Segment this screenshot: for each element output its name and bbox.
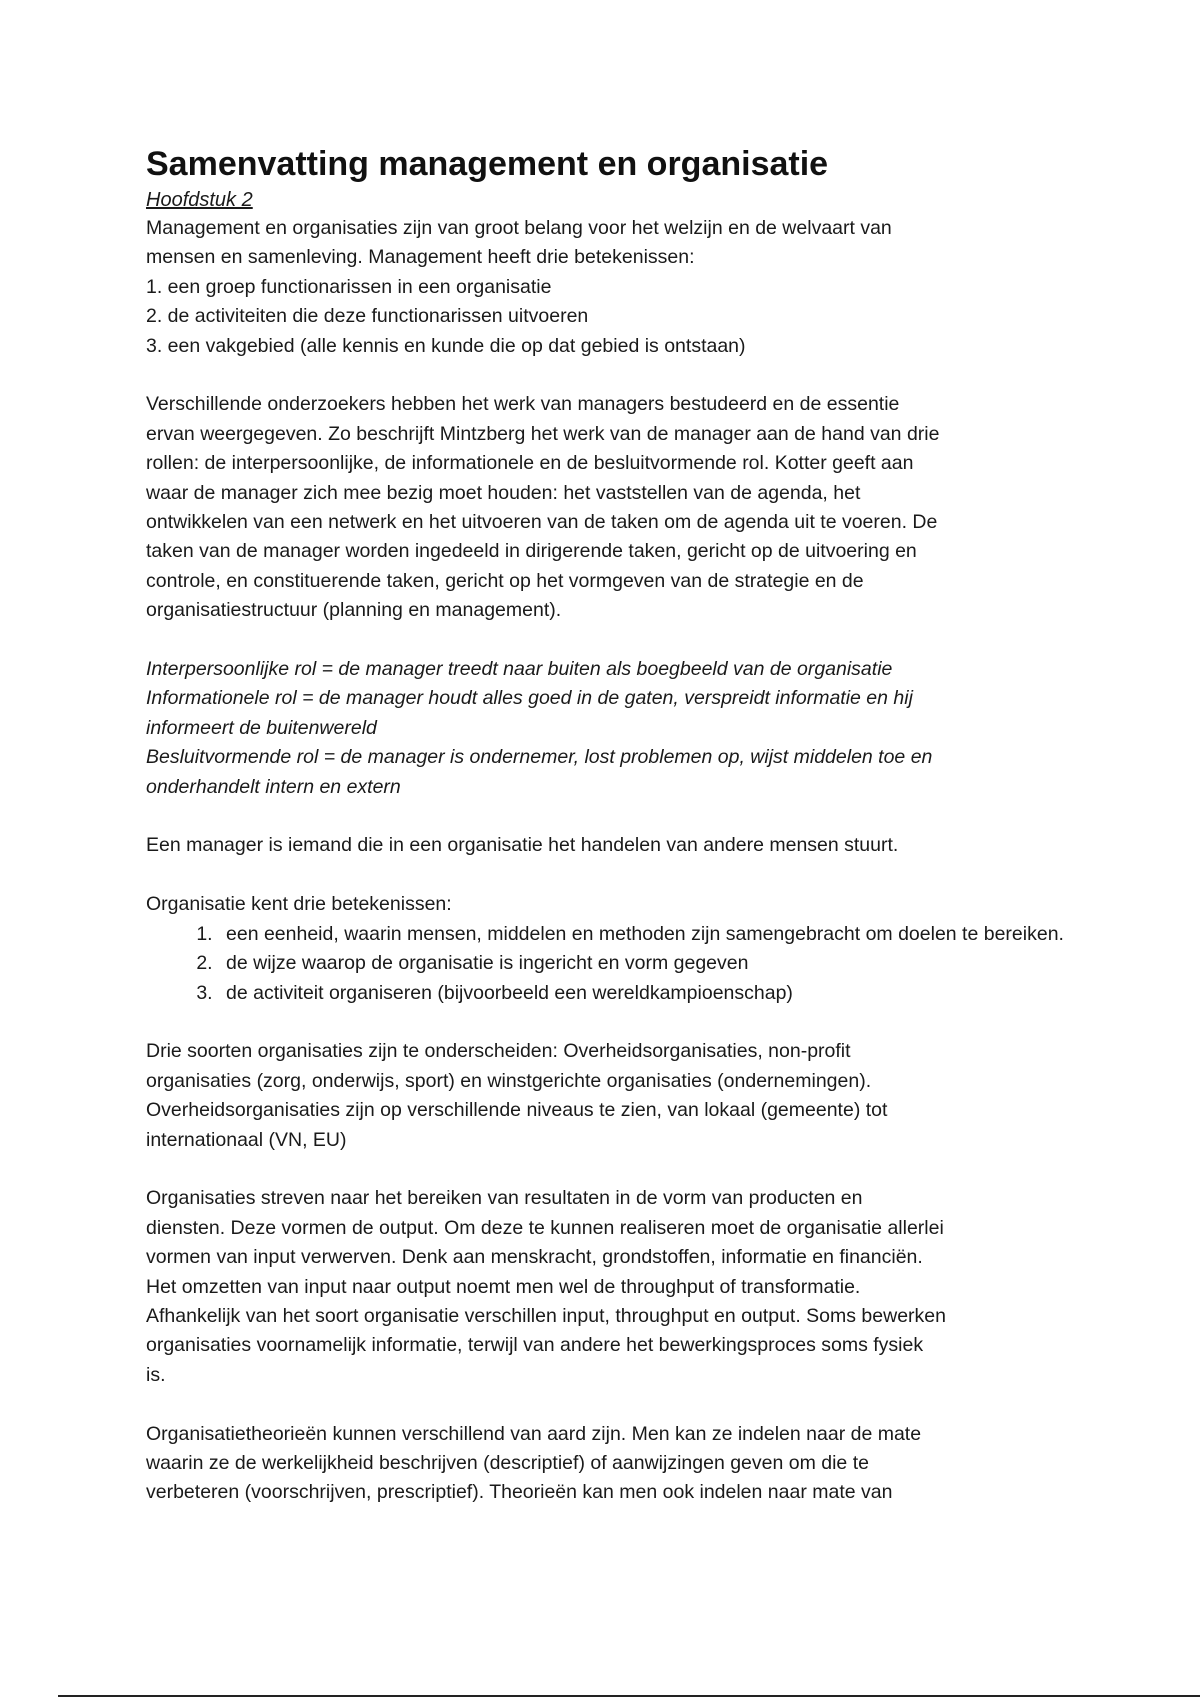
paragraph-gap xyxy=(146,361,1066,390)
role-line: Interpersoonlijke rol = de manager treedt naar buiten als boegbeeld van de organisatie xyxy=(146,658,893,681)
role-line: onderhandelt intern en extern xyxy=(146,775,401,798)
text-line: vormen van input verwerven. Denk aan menskracht, grondstoffen, informatie en financiën. xyxy=(146,1246,923,1269)
list-item: 3. de activiteit organiseren (bijvoorbeeld een wereldkampioenschap) xyxy=(218,979,1066,1008)
text-line: is. xyxy=(146,1363,166,1386)
role-line: Informationele rol = de manager houdt alles goed in de gaten, verspreidt informatie en hij xyxy=(146,687,913,710)
text-line: diensten. Deze vormen de output. Om deze te kunnen realiseren moet de organisatie allerlei xyxy=(146,1216,944,1239)
paragraph-gap xyxy=(146,1390,1066,1419)
roles-paragraph xyxy=(146,655,1066,802)
list-item: 1. een groep functionarissen in een organisatie xyxy=(146,275,552,298)
text-line: organisaties voornamelijk informatie, terwijl van andere het bewerkingsproces soms fysiek xyxy=(146,1334,924,1357)
text-line: verbeteren (voorschrijven, prescriptief). Theorieën kan men ook indelen naar mate van xyxy=(146,1481,893,1504)
text-line: Drie soorten organisaties zijn te onderscheiden: Overheidsorganisaties, non-profit xyxy=(146,1040,851,1063)
paragraph-gap xyxy=(146,861,1066,890)
manager-definition: Een manager is iemand die in een organisatie het handelen van andere mensen stuurt. xyxy=(146,834,899,857)
input-output-paragraph xyxy=(146,1184,1066,1390)
text-line: controle, en constituerende taken, gericht op het vormgeven van de strategie en de xyxy=(146,569,864,592)
text-line: Organisatietheorieën kunnen verschillend van aard zijn. Men kan ze indelen naar de mate xyxy=(146,1422,922,1445)
paragraph-gap xyxy=(146,1155,1066,1184)
document-title: Samenvatting management en organisatie xyxy=(146,145,829,183)
text-line: waarin ze de werkelijkheid beschrijven (descriptief) of aanwijzingen geven om die te xyxy=(146,1451,869,1474)
text-line: waar de manager zich mee bezig moet houden: het vaststellen van de agenda, het xyxy=(146,481,861,504)
text-line: Het omzetten van input naar output noemt men wel de throughput of transformatie. xyxy=(146,1275,861,1298)
page-bottom-rule xyxy=(58,1695,1200,1697)
text-line: rollen: de interpersoonlijke, de informationele en de besluitvormende rol. Kotter geeft aan xyxy=(146,452,914,475)
types-paragraph xyxy=(146,1037,1066,1155)
text-line: organisatiestructuur (planning en management). xyxy=(146,599,562,622)
chapter-heading: Hoofdstuk 2 xyxy=(146,189,253,211)
paragraph-gap xyxy=(146,626,1066,655)
organisation-meanings-list xyxy=(146,920,1066,1008)
paragraph-gap xyxy=(146,802,1066,831)
organisation-intro: Organisatie kent drie betekenissen: xyxy=(146,893,452,916)
text-line: mensen en samenleving. Management heeft drie betekenissen: xyxy=(146,246,695,269)
list-item: 3. een vakgebied (alle kennis en kunde die op dat gebied is ontstaan) xyxy=(146,334,746,357)
text-line: Verschillende onderzoekers hebben het werk van managers bestudeerd en de essentie xyxy=(146,393,900,416)
list-item: 1. een eenheid, waarin mensen, middelen en methoden zijn samengebracht om doelen te bereiken. xyxy=(218,920,1066,949)
text-line: Management en organisaties zijn van groot belang voor het welzijn en de welvaart van xyxy=(146,217,892,239)
role-line: Besluitvormende rol = de manager is ondernemer, lost problemen op, wijst middelen toe en xyxy=(146,746,933,769)
text-line: internationaal (VN, EU) xyxy=(146,1128,347,1151)
text-line: Afhankelijk van het soort organisatie verschillen input, throughput en output. Soms bewerken xyxy=(146,1304,946,1327)
document-page xyxy=(146,142,1066,1508)
paragraph-gap xyxy=(146,1008,1066,1037)
role-line: informeert de buitenwereld xyxy=(146,716,377,739)
intro-paragraph xyxy=(146,214,1066,361)
theories-paragraph xyxy=(146,1420,1066,1508)
list-item: 2. de wijze waarop de organisatie is ingericht en vorm gegeven xyxy=(218,949,1066,978)
text-line: Overheidsorganisaties zijn op verschillende niveaus te zien, van lokaal (gemeente) tot xyxy=(146,1099,888,1122)
text-line: ontwikkelen van een netwerk en het uitvoeren van de taken om de agenda uit te voeren. De xyxy=(146,511,938,534)
research-paragraph xyxy=(146,390,1066,625)
text-line: Organisaties streven naar het bereiken van resultaten in de vorm van producten en xyxy=(146,1187,863,1210)
text-line: ervan weergegeven. Zo beschrijft Mintzberg het werk van de manager aan de hand van drie xyxy=(146,422,940,445)
list-item: 2. de activiteiten die deze functionarissen uitvoeren xyxy=(146,305,589,328)
text-line: organisaties (zorg, onderwijs, sport) en winstgerichte organisaties (ondernemingen). xyxy=(146,1069,872,1092)
text-line: taken van de manager worden ingedeeld in dirigerende taken, gericht op de uitvoering en xyxy=(146,540,917,563)
